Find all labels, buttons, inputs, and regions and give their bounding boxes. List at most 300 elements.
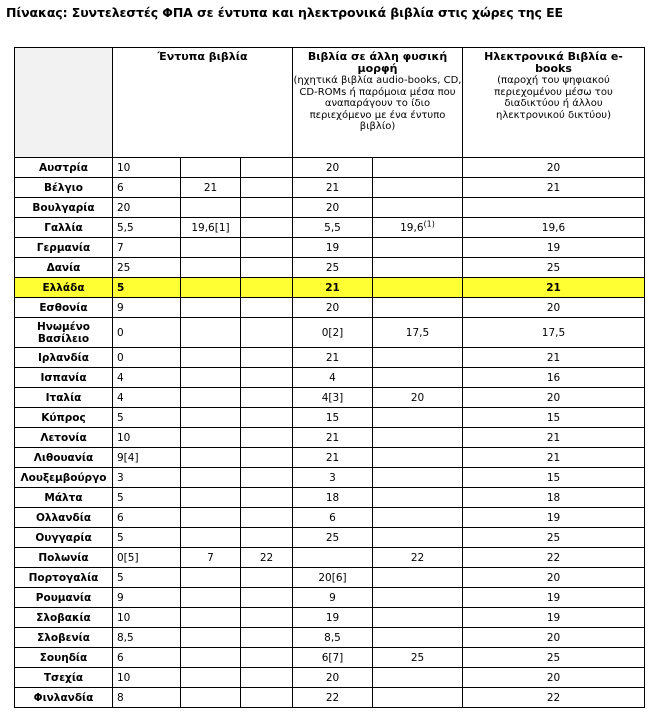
printed-rate-value: 8,5 xyxy=(117,631,134,644)
physical-rate-cell xyxy=(293,408,373,428)
country-cell xyxy=(15,178,113,198)
country-value: Ρουμανία xyxy=(35,591,92,604)
printed-rate-2-cell xyxy=(181,468,241,488)
physical-rate-2-cell xyxy=(373,198,463,218)
country-cell xyxy=(15,648,113,668)
country-cell xyxy=(15,298,113,318)
ebook-rate-value: 19 xyxy=(546,511,561,524)
country-value: Σλοβενία xyxy=(37,631,90,644)
country-value: Ιρλανδία xyxy=(38,351,89,364)
country-cell xyxy=(15,688,113,708)
table-row xyxy=(15,688,645,708)
printed-rate-cell xyxy=(113,688,181,708)
physical-rate-cell xyxy=(293,348,373,368)
printed-rate-cell xyxy=(113,488,181,508)
ebook-rate-cell xyxy=(463,648,645,668)
country-cell xyxy=(15,588,113,608)
printed-rate-2-cell xyxy=(181,448,241,468)
page-title: Πίνακας: Συντελεστές ΦΠΑ σε έντυπα και ηλεκτρονικά βιβλία στις χώρες της ΕΕ xyxy=(6,5,563,20)
header-ebooks-title: Ηλεκτρονικά Βιβλία e-books xyxy=(484,50,623,75)
table-row xyxy=(15,648,645,668)
table-row xyxy=(15,348,645,368)
table-row xyxy=(15,408,645,428)
printed-rate-2-cell xyxy=(181,588,241,608)
physical-rate-value: 19 xyxy=(325,611,340,624)
printed-rate-cell xyxy=(113,278,181,298)
table-row xyxy=(15,428,645,448)
table-row xyxy=(15,668,645,688)
printed-rate-cell xyxy=(113,608,181,628)
ebook-rate-cell xyxy=(463,568,645,588)
country-cell xyxy=(15,428,113,448)
printed-rate-cell xyxy=(113,318,181,348)
physical-rate-value: 21 xyxy=(325,431,340,444)
physical-rate-2-cell xyxy=(373,428,463,448)
physical-rate-value: 21 xyxy=(325,451,340,464)
physical-rate-cell xyxy=(293,548,373,568)
printed-rate-2-cell xyxy=(181,278,241,298)
printed-rate-2-cell xyxy=(181,428,241,448)
ebook-rate-cell xyxy=(463,608,645,628)
printed-rate-2-cell xyxy=(181,488,241,508)
printed-rate-3-cell xyxy=(241,258,293,278)
header-printed-books xyxy=(113,48,293,158)
country-value: Λετονία xyxy=(40,431,87,444)
physical-rate-2-cell xyxy=(373,318,463,348)
country-value: Σλοβακία xyxy=(36,611,91,624)
physical-rate-value: 20 xyxy=(325,201,340,214)
ebook-rate-value: 25 xyxy=(546,651,561,664)
printed-rate-3-cell xyxy=(241,408,293,428)
printed-rate-cell xyxy=(113,298,181,318)
ebook-rate-value: 20 xyxy=(546,301,561,314)
printed-rate-3-cell xyxy=(241,198,293,218)
physical-rate-cell xyxy=(293,608,373,628)
ebook-rate-value: 20 xyxy=(546,571,561,584)
country-value: Ουγγαρία xyxy=(35,531,92,544)
printed-rate-value: 10 xyxy=(117,611,131,624)
header-row xyxy=(15,48,645,158)
physical-rate-cell xyxy=(293,198,373,218)
printed-rate-value: 7 xyxy=(117,241,124,254)
ebook-rate-value: 15 xyxy=(546,471,561,484)
ebook-rate-value: 22 xyxy=(546,551,561,564)
printed-rate-3-cell xyxy=(241,318,293,348)
ebook-rate-value: 20 xyxy=(546,671,561,684)
header-other-physical-subtitle: (ηχητικά βιβλία audio-books, CD, CD-ROMs ή παρόμοια μέσα που αναπαράγουν το ίδιο περιεχόμενο με ένα έντυπο βιβλίο) xyxy=(293,75,462,132)
ebook-rate-value: 19,6 xyxy=(541,221,566,234)
country-value: Πολωνία xyxy=(38,551,89,564)
printed-rate-cell xyxy=(113,668,181,688)
printed-rate-value: 0 xyxy=(117,326,124,339)
printed-rate-cell xyxy=(113,258,181,278)
table-row xyxy=(15,448,645,468)
printed-rate-value: 4 xyxy=(117,371,124,384)
country-cell xyxy=(15,488,113,508)
ebook-rate-cell xyxy=(463,158,645,178)
physical-rate-2-cell xyxy=(373,158,463,178)
ebook-rate-cell xyxy=(463,488,645,508)
ebook-rate-cell xyxy=(463,528,645,548)
printed-rate-value: 5 xyxy=(117,281,125,294)
country-value: Κύπρος xyxy=(41,411,86,424)
printed-rate-cell xyxy=(113,388,181,408)
printed-rate-3-cell xyxy=(241,608,293,628)
printed-rate-cell xyxy=(113,368,181,388)
ebook-rate-cell xyxy=(463,628,645,648)
ebook-rate-value: 17,5 xyxy=(541,326,566,339)
country-cell xyxy=(15,568,113,588)
table-row xyxy=(15,548,645,568)
physical-rate-value: 18 xyxy=(325,491,340,504)
country-value: Γαλλία xyxy=(44,221,83,234)
table-row xyxy=(15,238,645,258)
printed-rate-value: 6 xyxy=(117,511,124,524)
printed-rate-3-cell xyxy=(241,628,293,648)
printed-rate-value: 5 xyxy=(117,571,124,584)
physical-rate-value: 8,5 xyxy=(324,631,341,644)
printed-rate-3-cell xyxy=(241,688,293,708)
country-cell xyxy=(15,218,113,238)
table-row xyxy=(15,628,645,648)
physical-rate-value: 0[2] xyxy=(321,326,344,339)
printed-rate-2-cell xyxy=(181,628,241,648)
printed-rate-value: 9 xyxy=(117,301,124,314)
physical-rate-cell xyxy=(293,588,373,608)
physical-rate-2-cell xyxy=(373,688,463,708)
ebook-rate-cell xyxy=(463,688,645,708)
ebook-rate-cell xyxy=(463,298,645,318)
physical-rate-cell xyxy=(293,508,373,528)
printed-rate-value: 10 xyxy=(117,431,131,444)
country-value: Λιθουανία xyxy=(33,451,94,464)
printed-rate-cell xyxy=(113,508,181,528)
printed-rate-2-cell xyxy=(181,348,241,368)
country-value: Ιταλία xyxy=(45,391,82,404)
physical-rate-cell xyxy=(293,298,373,318)
ebook-rate-value: 22 xyxy=(546,691,561,704)
country-cell xyxy=(15,368,113,388)
printed-rate-cell xyxy=(113,178,181,198)
physical-rate-cell xyxy=(293,528,373,548)
printed-rate-2-cell xyxy=(181,608,241,628)
printed-rate-3-cell xyxy=(241,158,293,178)
table-row xyxy=(15,198,645,218)
country-value: Δανία xyxy=(46,261,81,274)
country-cell xyxy=(15,258,113,278)
physical-rate-cell xyxy=(293,428,373,448)
physical-rate-value: 15 xyxy=(325,411,340,424)
physical-rate-cell xyxy=(293,258,373,278)
physical-rate-value: 20 xyxy=(325,301,340,314)
printed-rate-2-cell xyxy=(181,198,241,218)
physical-rate-value: 6[7] xyxy=(321,651,344,664)
printed-rate-3-cell xyxy=(241,488,293,508)
printed-rate-2-cell xyxy=(181,408,241,428)
country-value: Γερμανία xyxy=(36,241,91,254)
printed-rate-value: 8 xyxy=(117,691,124,704)
printed-rate-cell xyxy=(113,198,181,218)
country-value: Βουλγαρία xyxy=(32,201,95,214)
physical-rate-cell xyxy=(293,238,373,258)
printed-rate-value: 0[5] xyxy=(117,551,139,564)
physical-rate-value: 21 xyxy=(325,281,340,294)
printed-rate-cell xyxy=(113,158,181,178)
printed-rate-3-cell xyxy=(241,508,293,528)
ebook-rate-cell xyxy=(463,468,645,488)
physical-rate-2-cell xyxy=(373,278,463,298)
printed-rate-cell xyxy=(113,468,181,488)
physical-rate-value: 20 xyxy=(325,161,340,174)
table-row xyxy=(15,318,645,348)
ebook-rate-cell xyxy=(463,218,645,238)
physical-rate-2-cell xyxy=(373,608,463,628)
country-value: Ηνωμένο Βασίλειο xyxy=(36,320,90,345)
printed-rate-3-value: 22 xyxy=(259,551,274,564)
printed-rate-cell xyxy=(113,548,181,568)
ebook-rate-cell xyxy=(463,198,645,218)
printed-rate-3-cell xyxy=(241,278,293,298)
physical-rate-value: 19 xyxy=(325,241,340,254)
physical-rate-2-cell xyxy=(373,238,463,258)
ebook-rate-value: 21 xyxy=(546,181,561,194)
printed-rate-cell xyxy=(113,348,181,368)
table-row xyxy=(15,218,645,238)
table-row xyxy=(15,368,645,388)
printed-rate-3-cell xyxy=(241,648,293,668)
ebook-rate-cell xyxy=(463,548,645,568)
printed-rate-3-cell xyxy=(241,238,293,258)
printed-rate-3-cell xyxy=(241,588,293,608)
physical-rate-cell xyxy=(293,178,373,198)
table-row xyxy=(15,298,645,318)
physical-rate-2-cell xyxy=(373,588,463,608)
header-other-physical-title: Βιβλία σε άλλη φυσική μορφή xyxy=(307,50,448,75)
ebook-rate-cell xyxy=(463,278,645,298)
physical-rate-cell xyxy=(293,488,373,508)
physical-rate-value: 21 xyxy=(325,351,340,364)
physical-rate-2-cell xyxy=(373,508,463,528)
country-value: Σουηδία xyxy=(39,651,88,664)
country-value: Ολλανδία xyxy=(35,511,92,524)
ebook-rate-value: 21 xyxy=(546,451,561,464)
ebook-rate-cell xyxy=(463,588,645,608)
physical-rate-value: 20 xyxy=(325,671,340,684)
ebook-rate-cell xyxy=(463,348,645,368)
country-cell xyxy=(15,158,113,178)
printed-rate-cell xyxy=(113,628,181,648)
ebook-rate-cell xyxy=(463,408,645,428)
ebook-rate-value: 25 xyxy=(546,531,561,544)
table-row xyxy=(15,588,645,608)
country-cell xyxy=(15,528,113,548)
header-other-physical xyxy=(293,48,463,158)
header-ebooks xyxy=(463,48,645,158)
ebook-rate-cell xyxy=(463,318,645,348)
printed-rate-cell xyxy=(113,218,181,238)
physical-rate-2-value: 22 xyxy=(410,551,425,564)
printed-rate-2-cell xyxy=(181,158,241,178)
table-row xyxy=(15,158,645,178)
country-cell xyxy=(15,278,113,298)
country-cell xyxy=(15,408,113,428)
printed-rate-value: 25 xyxy=(117,261,131,274)
printed-rate-2-cell xyxy=(181,238,241,258)
printed-rate-cell xyxy=(113,648,181,668)
printed-rate-3-cell xyxy=(241,448,293,468)
printed-rate-value: 5 xyxy=(117,531,124,544)
physical-rate-2-value: 17,5 xyxy=(405,326,430,339)
printed-rate-value: 0 xyxy=(117,351,124,364)
printed-rate-value: 4 xyxy=(117,391,124,404)
physical-rate-value: 25 xyxy=(325,261,340,274)
physical-rate-cell xyxy=(293,648,373,668)
country-cell xyxy=(15,388,113,408)
table-row xyxy=(15,178,645,198)
physical-rate-2-cell xyxy=(373,628,463,648)
table-row xyxy=(15,528,645,548)
ebook-rate-cell xyxy=(463,508,645,528)
physical-rate-cell xyxy=(293,688,373,708)
physical-rate-value: 6 xyxy=(329,511,336,524)
physical-rate-value: 4 xyxy=(329,371,336,384)
country-cell xyxy=(15,348,113,368)
ebook-rate-cell xyxy=(463,368,645,388)
printed-rate-3-cell xyxy=(241,528,293,548)
physical-rate-cell xyxy=(293,278,373,298)
country-value: Ελλάδα xyxy=(42,281,85,294)
country-cell xyxy=(15,318,113,348)
country-value: Λουξεμβούργο xyxy=(20,471,107,484)
printed-rate-value: 5 xyxy=(117,411,124,424)
printed-rate-3-cell xyxy=(241,428,293,448)
printed-rate-2-cell xyxy=(181,528,241,548)
ebook-rate-value: 15 xyxy=(546,411,561,424)
printed-rate-2-cell xyxy=(181,648,241,668)
ebook-rate-value: 21 xyxy=(546,431,561,444)
ebook-rate-cell xyxy=(463,448,645,468)
physical-rate-2-cell xyxy=(373,348,463,368)
printed-rate-2-cell xyxy=(181,568,241,588)
printed-rate-cell xyxy=(113,448,181,468)
printed-rate-value: 6 xyxy=(117,651,124,664)
printed-rate-cell xyxy=(113,588,181,608)
printed-rate-value: 20 xyxy=(117,201,131,214)
physical-rate-value: 25 xyxy=(325,531,340,544)
ebook-rate-value: 18 xyxy=(546,491,561,504)
ebook-rate-value: 20 xyxy=(546,391,561,404)
printed-rate-cell xyxy=(113,568,181,588)
ebook-rate-value: 25 xyxy=(546,261,561,274)
printed-rate-2-cell xyxy=(181,218,241,238)
ebook-rate-value: 19 xyxy=(546,241,561,254)
printed-rate-3-cell xyxy=(241,178,293,198)
physical-rate-2-cell xyxy=(373,468,463,488)
header-corner-cell xyxy=(15,48,113,158)
physical-rate-2-cell xyxy=(373,528,463,548)
country-cell xyxy=(15,508,113,528)
printed-rate-2-value: 21 xyxy=(203,181,218,194)
ebook-rate-value: 21 xyxy=(546,351,561,364)
country-cell xyxy=(15,668,113,688)
vat-rates-table xyxy=(14,47,645,708)
physical-rate-value: 22 xyxy=(325,691,340,704)
country-value: Πορτογαλία xyxy=(28,571,99,584)
printed-rate-cell xyxy=(113,428,181,448)
printed-rate-value: 5 xyxy=(117,491,124,504)
ebook-rate-cell xyxy=(463,668,645,688)
printed-rate-value: 5,5 xyxy=(117,221,134,234)
physical-rate-2-cell xyxy=(373,368,463,388)
printed-rate-2-value: 19,6[1] xyxy=(191,221,230,234)
physical-rate-2-value: 25 xyxy=(410,651,425,664)
physical-rate-2-cell xyxy=(373,648,463,668)
physical-rate-cell xyxy=(293,368,373,388)
physical-rate-2-cell xyxy=(373,408,463,428)
physical-rate-cell xyxy=(293,568,373,588)
table-row xyxy=(15,608,645,628)
printed-rate-3-cell xyxy=(241,368,293,388)
physical-rate-2-cell xyxy=(373,298,463,318)
physical-rate-cell xyxy=(293,388,373,408)
physical-rate-2-cell xyxy=(373,388,463,408)
printed-rate-3-cell xyxy=(241,568,293,588)
ebook-rate-value: 20 xyxy=(546,631,561,644)
country-cell xyxy=(15,238,113,258)
printed-rate-3-cell xyxy=(241,388,293,408)
physical-rate-value: 3 xyxy=(329,471,336,484)
physical-rate-cell xyxy=(293,158,373,178)
header-printed-books-title: Έντυπα βιβλία xyxy=(157,50,248,63)
printed-rate-3-cell xyxy=(241,548,293,568)
ebook-rate-cell xyxy=(463,178,645,198)
printed-rate-value: 9[4] xyxy=(117,451,139,464)
country-value: Μάλτα xyxy=(44,491,83,504)
printed-rate-2-cell xyxy=(181,548,241,568)
ebook-rate-value: 20 xyxy=(546,161,561,174)
physical-rate-2-cell xyxy=(373,218,463,238)
physical-rate-cell xyxy=(293,318,373,348)
ebook-rate-cell xyxy=(463,388,645,408)
printed-rate-3-cell xyxy=(241,348,293,368)
printed-rate-value: 6 xyxy=(117,181,124,194)
physical-rate-2-cell xyxy=(373,488,463,508)
table-row xyxy=(15,258,645,278)
printed-rate-2-cell xyxy=(181,688,241,708)
printed-rate-3-cell xyxy=(241,668,293,688)
printed-rate-value: 9 xyxy=(117,591,124,604)
ebook-rate-cell xyxy=(463,428,645,448)
ebook-rate-cell xyxy=(463,258,645,278)
table-row xyxy=(15,488,645,508)
printed-rate-2-cell xyxy=(181,178,241,198)
physical-rate-2-cell xyxy=(373,258,463,278)
physical-rate-value: 21 xyxy=(325,181,340,194)
physical-rate-cell xyxy=(293,628,373,648)
country-value: Εσθονία xyxy=(39,301,88,314)
country-value: Ισπανία xyxy=(40,371,87,384)
printed-rate-value: 10 xyxy=(117,671,131,684)
table-row xyxy=(15,508,645,528)
physical-rate-cell xyxy=(293,668,373,688)
physical-rate-2-cell xyxy=(373,448,463,468)
country-cell xyxy=(15,198,113,218)
ebook-rate-value: 19 xyxy=(546,611,561,624)
country-cell xyxy=(15,448,113,468)
physical-rate-value: 20[6] xyxy=(318,571,347,584)
printed-rate-2-cell xyxy=(181,388,241,408)
printed-rate-value: 10 xyxy=(117,161,131,174)
